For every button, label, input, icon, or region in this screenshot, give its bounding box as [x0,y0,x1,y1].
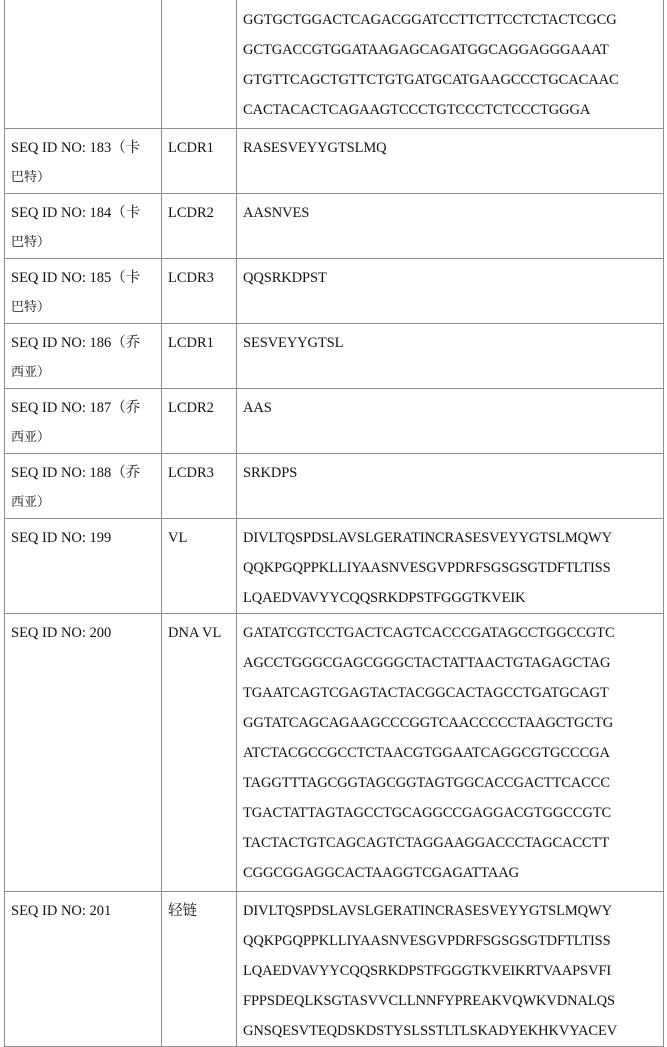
seq-id: SEQ ID NO: 200 [11,625,112,641]
table-row [5,194,664,259]
seq-id-note: 西亚） [11,495,51,510]
sequence-line: LQAEDVAVYYCQQSRKDPSTFGGGTKVEIK [243,590,526,606]
seq-id: SEQ ID NO: 185（卡 [11,270,141,286]
table-row [5,389,664,454]
sequence-line: GGTGCTGGACTCAGACGGATCCTTCTTCCTCTACTCGCG [243,12,617,28]
seq-id-cell [5,454,162,519]
table-row [5,614,664,892]
sequence-line: GATATCGTCCTGACTCAGTCACCCGATAGCCTGGCCGTC [243,625,615,641]
seq-id-cell [5,892,162,1047]
sequence-line: TACTACTGTCAGCAGTCTAGGAAGGACCCTAGCACCTT [243,835,610,851]
seq-id-cell [5,324,162,389]
sequence-line: SESVEYYGTSL [243,335,344,351]
seq-id-cell [5,259,162,324]
sequence-line: GGTATCAGCAGAAGCCCGGTCAACCCCCTAAGCTGCTG [243,715,614,731]
seq-id-cell [5,389,162,454]
seq-id: SEQ ID NO: 187（乔 [11,400,141,416]
type-cell: DNA VL [162,614,237,892]
sequence-line: LQAEDVAVYYCQQSRKDPSTFGGGTKVEIKRTVAAPSVFI [243,963,612,979]
type-cell: LCDR2 [162,389,237,454]
seq-id-note: 巴特） [11,235,51,250]
sequence-line: TAGGTTTAGCGGTAGCGGTAGTGGCACCGACTTCACCC [243,775,610,791]
sequence-line: ATCTACGCCGCCTCTAACGTGGAATCAGGCGTGCCCGA [243,745,610,761]
sequence-line: AASNVES [243,205,310,221]
seq-id-note: 巴特） [11,300,51,315]
type-cell: LCDR1 [162,129,237,194]
sequence-cell [237,0,664,129]
sequence-line: AAS [243,400,272,416]
table-row [5,892,664,1047]
seq-id-note: 巴特） [11,170,51,185]
table-row [5,0,664,129]
sequence-line: QQSRKDPST [243,270,327,286]
sequence-line: CACTACACTCAGAAGTCCCTGTCCCTCTCCCTGGGA [243,102,591,118]
sequence-line: RASESVEYYGTSLMQ [243,140,387,156]
sequence-line: AGCCTGGGCGAGCGGGCTACTATTAACTGTAGAGCTAG [243,655,611,671]
seq-id-cell [5,0,162,129]
sequence-line: SRKDPS [243,465,298,481]
type-cell: VL [162,519,237,614]
sequence-cell [237,389,664,454]
seq-id: SEQ ID NO: 201 [11,903,112,919]
seq-id-cell [5,614,162,892]
table-row [5,324,664,389]
sequence-line: QQKPGQPPKLLIYAASNVESGVPDRFSGSGSGTDFTLTISS [243,933,611,949]
seq-id: SEQ ID NO: 186（乔 [11,335,141,351]
sequence-line: GCTGACCGTGGATAAGAGCAGATGGCAGGAGGGAAAT [243,42,609,58]
sequence-line: DIVLTQSPDSLAVSLGERATINCRASESVEYYGTSLMQWY [243,903,613,919]
type-cell: 轻链 [162,892,237,1047]
sequence-cell [237,454,664,519]
seq-id-note: 西亚） [11,430,51,445]
table-row [5,129,664,194]
table-row [5,454,664,519]
sequence-cell [237,129,664,194]
sequence-cell [237,892,664,1047]
seq-id-cell [5,194,162,259]
sequence-line: CGGCGGAGGCACTAAGGTCGAGATTAAG [243,865,520,881]
sequence-cell [237,614,664,892]
type-cell: LCDR2 [162,194,237,259]
seq-id: SEQ ID NO: 188（乔 [11,465,141,481]
sequence-line: GNSQESVTEQDSKDSTYSLSSTLTLSKADYEKHKVYACEV [243,1023,618,1039]
type-cell: LCDR1 [162,324,237,389]
type-cell: LCDR3 [162,259,237,324]
table-row [5,259,664,324]
type-cell: LCDR3 [162,454,237,519]
sequence-line: QQKPGQPPKLLIYAASNVESGVPDRFSGSGSGTDFTLTISS [243,560,611,576]
sequence-table [4,0,664,1047]
seq-id-cell [5,129,162,194]
sequence-line: GTGTTCAGCTGTTCTGTGATGCATGAAGCCCTGCACAAC [243,72,619,88]
sequence-cell [237,194,664,259]
seq-id: SEQ ID NO: 183（卡 [11,140,141,156]
seq-id: SEQ ID NO: 184（卡 [11,205,141,221]
sequence-line: TGAATCAGTCGAGTACTACGGCACTAGCCTGATGCAGT [243,685,609,701]
sequence-line: TGACTATTAGTAGCCTGCAGGCCGAGGACGTGGCCGTC [243,805,612,821]
sequence-line: DIVLTQSPDSLAVSLGERATINCRASESVEYYGTSLMQWY [243,530,613,546]
seq-id: SEQ ID NO: 199 [11,530,112,546]
sequence-cell [237,259,664,324]
type-cell [162,0,237,129]
sequence-line: FPPSDEQLKSGTASVVCLLNNFYPREAKVQWKVDNALQS [243,993,615,1009]
seq-id-cell [5,519,162,614]
sequence-cell [237,324,664,389]
seq-id-note: 西亚） [11,365,51,380]
table-row [5,519,664,614]
sequence-cell [237,519,664,614]
